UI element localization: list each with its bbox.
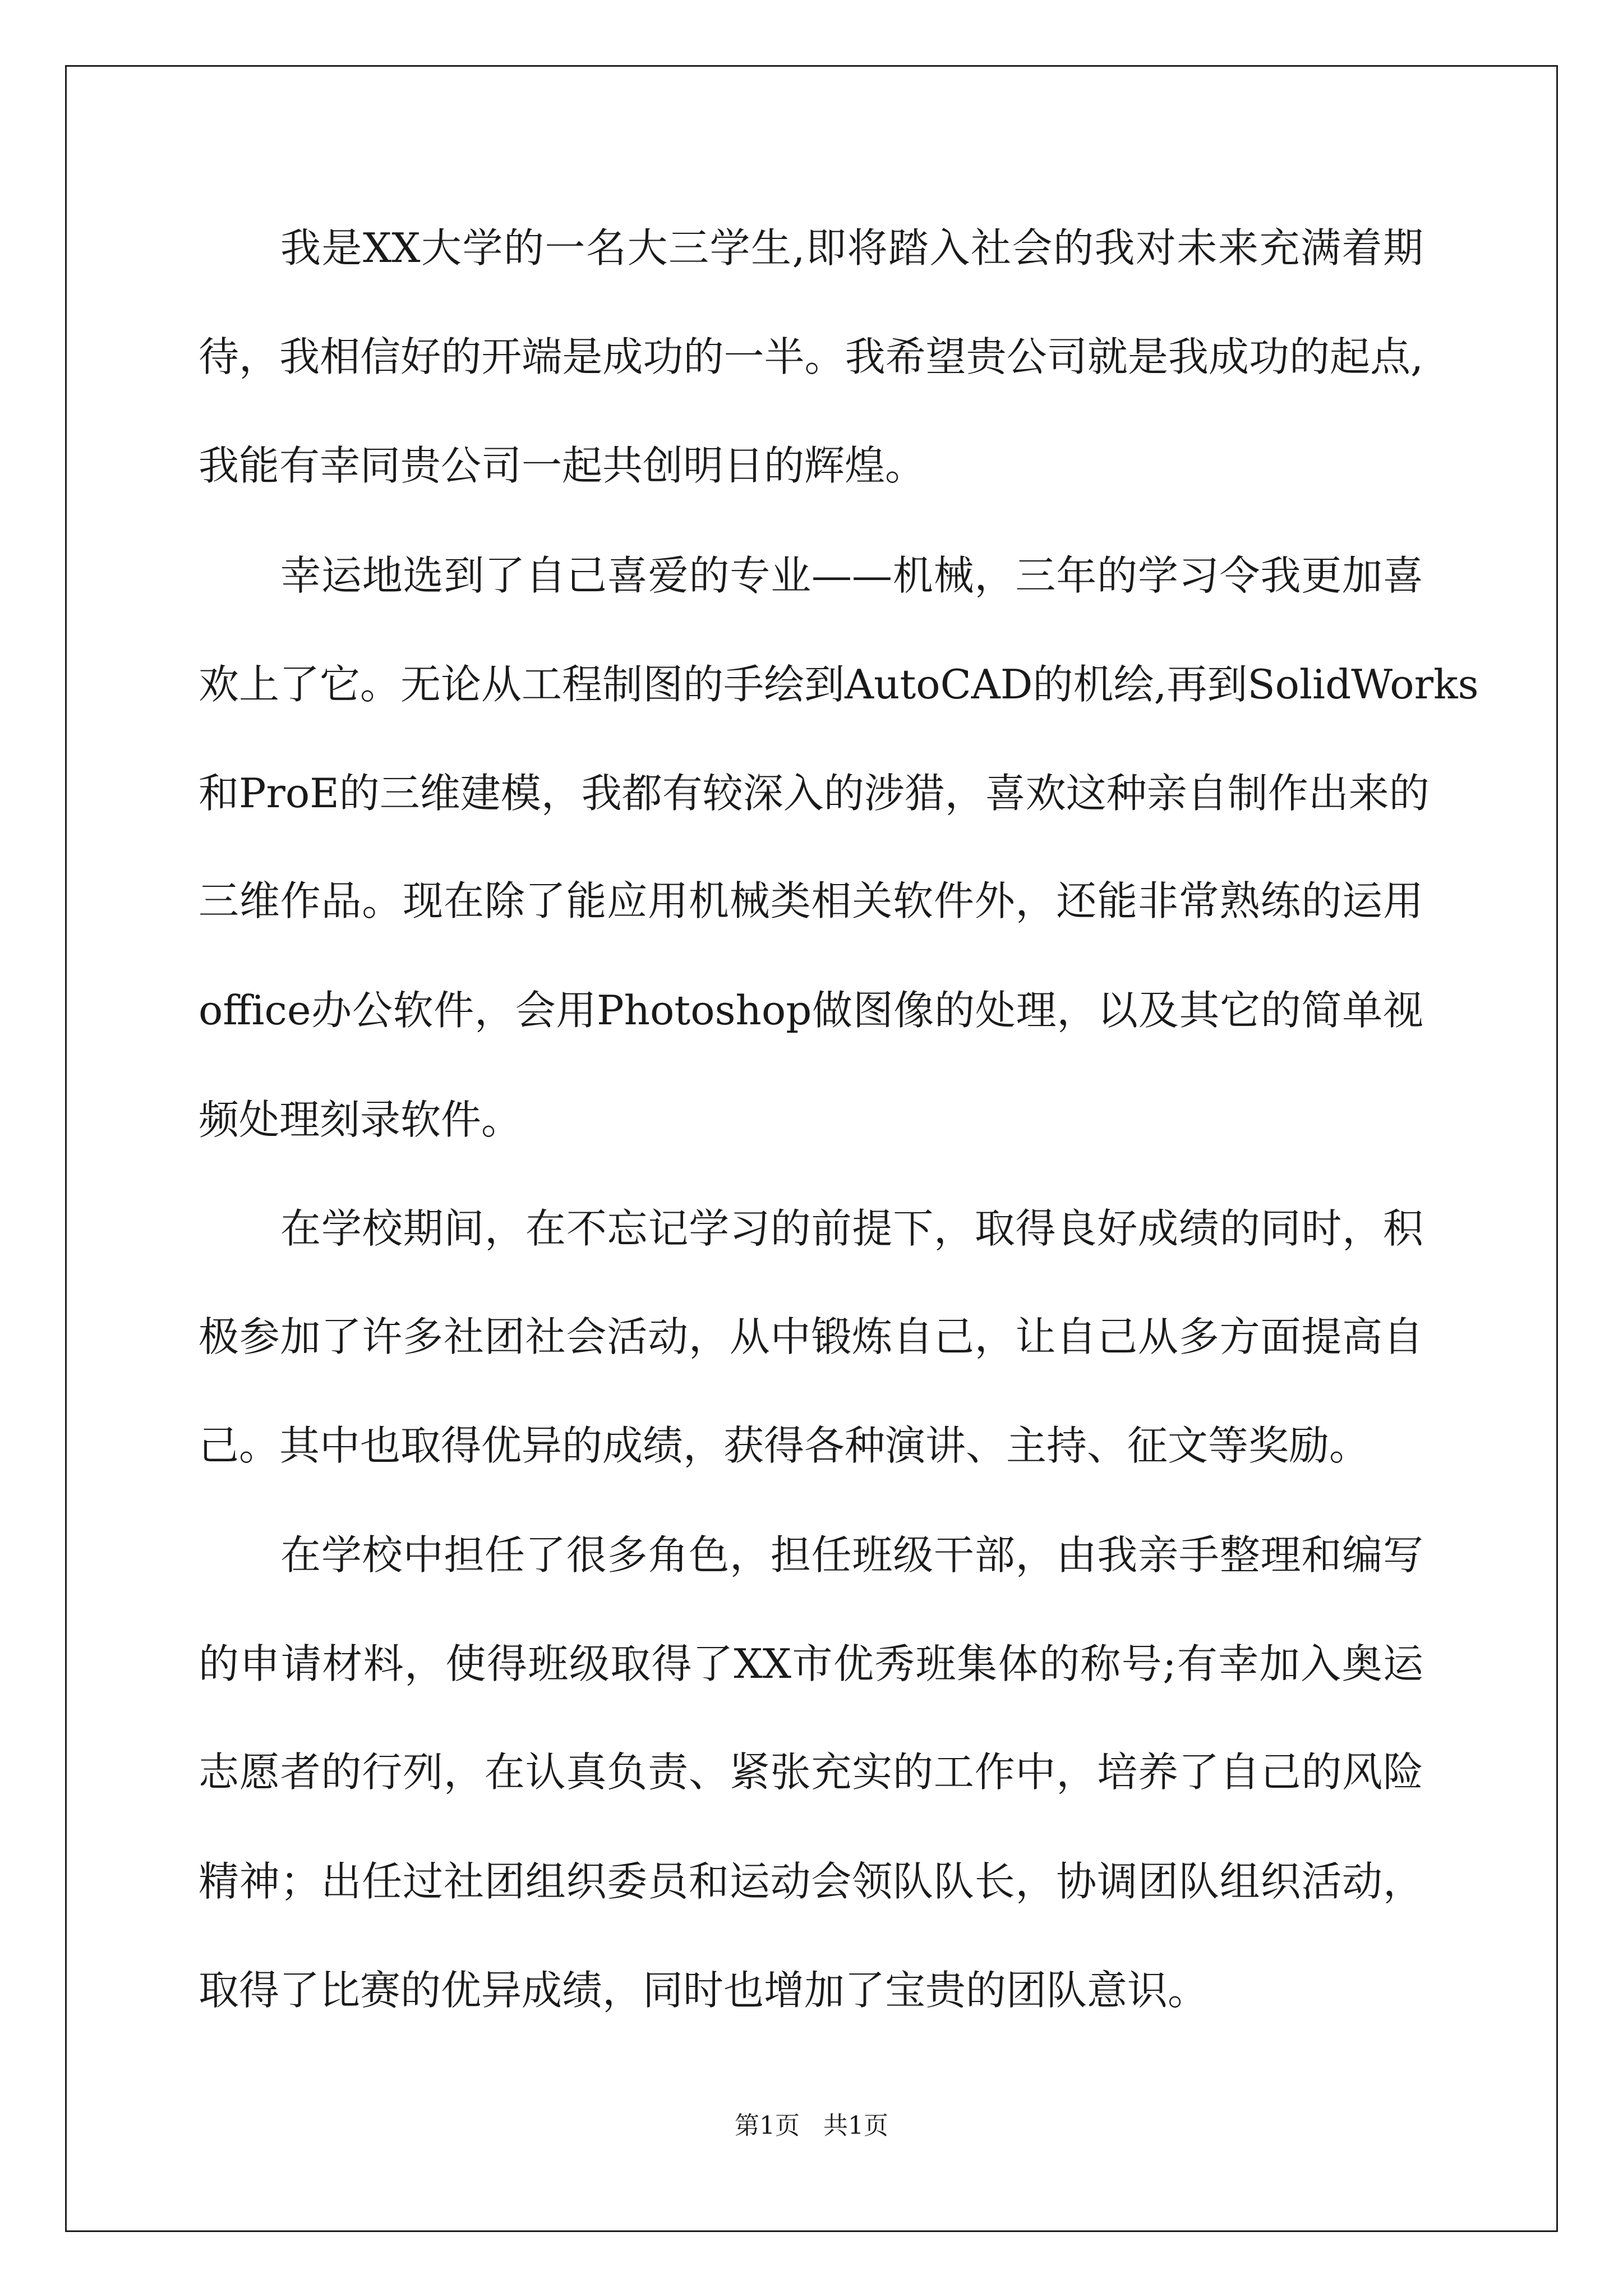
- paragraph-1-line-3: 我能有幸同贵公司一起共创明日的辉煌。: [199, 442, 926, 489]
- paragraph-4-line-1: 在学校中担任了很多角色，担任班级干部，由我亲手整理和编写: [280, 1531, 1423, 1579]
- paragraph-2-line-1: 幸运地选到了自己喜爱的专业——机械，三年的学习令我更加喜: [280, 552, 1423, 599]
- paragraph-4-line-4: 精神；出任过社团组织委员和运动会领队队长，协调团队组织活动，: [199, 1858, 1423, 1905]
- paragraph-1-line-1: 我是XX大学的一名大三学生,即将踏入社会的我对未来充满着期: [280, 224, 1423, 272]
- paragraph-4-line-3: 志愿者的行列，在认真负责、紧张充实的工作中，培养了自己的风险: [199, 1749, 1423, 1796]
- paragraph-2-line-4: 三维作品。现在除了能应用机械类相关软件外，还能非常熟练的运用: [199, 877, 1423, 924]
- paragraph-2-line-2: 欢上了它。无论从工程制图的手绘到AutoCAD的机绘,再到SolidWorks: [199, 661, 1479, 708]
- page-footer: 第1页 共1页: [735, 2111, 888, 2140]
- paragraph-2-line-5: office办公软件，会用Photoshop做图像的处理，以及其它的简单视: [199, 987, 1423, 1034]
- paragraph-2-line-3: 和ProE的三维建模，我都有较深入的涉猎，喜欢这种亲自制作出来的: [199, 770, 1430, 817]
- paragraph-1-line-2: 待，我相信好的开端是成功的一半。我希望贵公司就是我成功的起点,: [199, 333, 1423, 380]
- page-border: [65, 65, 1558, 2232]
- paragraph-4-line-5: 取得了比赛的优异成绩，同时也增加了宝贵的团队意识。: [199, 1967, 1209, 2014]
- paragraph-4-line-2: 的申请材料，使得班级取得了XX市优秀班集体的称号;有幸加入奥运: [199, 1640, 1423, 1687]
- paragraph-3-line-3: 己。其中也取得优异的成绩，获得各种演讲、主持、征文等奖励。: [199, 1422, 1370, 1469]
- paragraph-3-line-2: 极参加了许多社团社会活动，从中锻炼自己，让自己从多方面提高自: [199, 1313, 1423, 1360]
- paragraph-3-line-1: 在学校期间，在不忘记学习的前提下，取得良好成绩的同时，积: [280, 1205, 1423, 1252]
- paragraph-2-line-6: 频处理刻录软件。: [199, 1096, 522, 1143]
